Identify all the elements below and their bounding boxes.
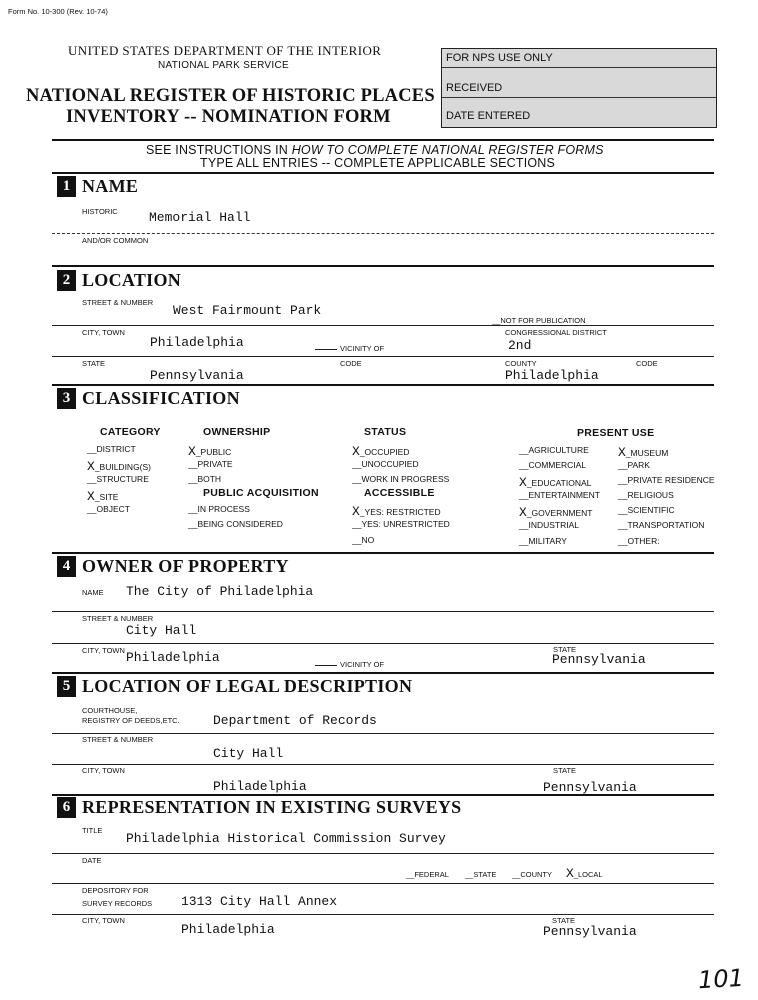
state-label: STATE bbox=[82, 359, 106, 368]
form-title-line1: NATIONAL REGISTER OF HISTORIC PLACES bbox=[26, 86, 435, 106]
category-district: __DISTRICT bbox=[87, 444, 136, 454]
survey-title-value: Philadelphia Historical Commission Survey bbox=[126, 831, 446, 846]
vicinity-label: VICINITY OF bbox=[340, 344, 385, 353]
section-number: 5 bbox=[57, 676, 76, 697]
county-label: COUNTY bbox=[505, 359, 537, 368]
status-occupied-label: _OCCUPIED bbox=[359, 447, 410, 457]
section-title: REPRESENTATION IN EXISTING SURVEYS bbox=[82, 797, 462, 817]
form-number: Form No. 10-300 (Rev. 10-74) bbox=[8, 7, 108, 16]
use-educational-label: _EDUCATIONAL bbox=[526, 478, 592, 488]
use-transportation: __TRANSPORTATION bbox=[618, 520, 705, 530]
check-mark: X bbox=[352, 504, 360, 519]
check-mark: X bbox=[188, 444, 196, 459]
use-religious: __RELIGIOUS bbox=[618, 490, 674, 500]
check-mark: X bbox=[87, 459, 95, 474]
state-value: Pennsylvania bbox=[150, 368, 244, 383]
category-site bbox=[87, 489, 118, 504]
use-private-residence: __PRIVATE RESIDENCE bbox=[618, 475, 715, 485]
depository-label-2: SURVEY RECORDS bbox=[82, 899, 153, 908]
check-mark: X bbox=[519, 475, 527, 490]
survey-date-label: DATE bbox=[82, 856, 102, 865]
present-use-head: PRESENT USE bbox=[577, 427, 655, 439]
depository-label-1: DEPOSITORY FOR bbox=[82, 886, 149, 895]
accessible-head: ACCESSIBLE bbox=[364, 487, 435, 499]
survey-local-label: _LOCAL bbox=[573, 870, 603, 879]
status-occupied bbox=[352, 444, 409, 459]
page-number: 101 bbox=[697, 963, 745, 995]
instructions-line1 bbox=[146, 143, 604, 157]
category-buildings-label: _BUILDING(S) bbox=[94, 462, 152, 472]
section-number: 2 bbox=[57, 270, 76, 291]
city-value: Philadelphia bbox=[150, 335, 244, 350]
section-title: OWNER OF PROPERTY bbox=[82, 556, 289, 576]
owner-state-label: STATE bbox=[553, 645, 577, 654]
check-mark: X bbox=[87, 489, 95, 504]
check-mark: X bbox=[352, 444, 360, 459]
accessible-restricted-label: _YES: RESTRICTED bbox=[359, 507, 441, 517]
section-title: NAME bbox=[82, 176, 139, 196]
section-number: 3 bbox=[57, 388, 76, 409]
instructions-italic: HOW TO COMPLETE NATIONAL REGISTER FORMS bbox=[291, 143, 604, 157]
use-entertainment: __ENTERTAINMENT bbox=[519, 490, 600, 500]
courthouse-label-1: COURTHOUSE, bbox=[82, 706, 138, 715]
category-head: CATEGORY bbox=[100, 426, 161, 438]
street-label: STREET & NUMBER bbox=[82, 298, 154, 307]
section-number: 4 bbox=[57, 556, 76, 577]
use-military: __MILITARY bbox=[519, 536, 567, 546]
survey-state: __STATE bbox=[465, 870, 497, 879]
acquisition-considered: __BEING CONSIDERED bbox=[188, 519, 283, 529]
survey-state-value: Pennsylvania bbox=[543, 924, 637, 939]
owner-city-value: Philadelphia bbox=[126, 650, 220, 665]
common-label: AND/OR COMMON bbox=[82, 236, 149, 245]
use-industrial: __INDUSTRIAL bbox=[519, 520, 579, 530]
status-work-in-progress: __WORK IN PROGRESS bbox=[352, 474, 450, 484]
owner-street-label: STREET & NUMBER bbox=[82, 614, 154, 623]
survey-title-label: TITLE bbox=[82, 826, 103, 835]
historic-value: Memorial Hall bbox=[149, 210, 251, 225]
ownership-public bbox=[188, 444, 231, 459]
survey-state-label: STATE bbox=[552, 916, 576, 925]
ownership-public-label: _PUBLIC bbox=[195, 447, 232, 457]
owner-city-label: CITY, TOWN bbox=[82, 646, 125, 655]
legal-street-label: STREET & NUMBER bbox=[82, 735, 154, 744]
use-museum bbox=[618, 445, 668, 460]
survey-city-label: CITY, TOWN bbox=[82, 916, 125, 925]
accessible-restricted bbox=[352, 504, 441, 519]
section-number: 6 bbox=[57, 797, 76, 818]
code-label: CODE bbox=[340, 359, 362, 368]
use-other: __OTHER: bbox=[618, 536, 660, 546]
legal-street-value: City Hall bbox=[213, 746, 284, 761]
historic-label: HISTORIC bbox=[82, 207, 118, 216]
instructions-line2: TYPE ALL ENTRIES -- COMPLETE APPLICABLE SECTIONS bbox=[200, 156, 556, 170]
use-commercial: __COMMERCIAL bbox=[519, 460, 587, 470]
use-government bbox=[519, 505, 592, 520]
courthouse-value: Department of Records bbox=[213, 713, 377, 728]
form-title-line2: INVENTORY -- NOMINATION FORM bbox=[66, 107, 391, 127]
survey-local bbox=[566, 866, 603, 881]
depository-value: 1313 City Hall Annex bbox=[181, 894, 338, 909]
instructions-prefix: SEE INSTRUCTIONS IN bbox=[146, 143, 292, 157]
acquisition-in-process: __IN PROCESS bbox=[188, 504, 250, 514]
survey-county: __COUNTY bbox=[512, 870, 553, 879]
acquisition-head: PUBLIC ACQUISITION bbox=[203, 487, 319, 499]
accessible-no: __NO bbox=[352, 535, 375, 545]
district-label: CONGRESSIONAL DISTRICT bbox=[505, 328, 607, 337]
use-museum-label: _MUSEUM bbox=[625, 448, 669, 458]
ownership-both: __BOTH bbox=[188, 474, 222, 484]
district-value: 2nd bbox=[508, 338, 532, 353]
owner-vicinity-label: VICINITY OF bbox=[340, 660, 385, 669]
street-value: West Fairmount Park bbox=[173, 303, 322, 318]
status-head: STATUS bbox=[364, 426, 407, 438]
owner-name-value: The City of Philadelphia bbox=[126, 584, 314, 599]
nps-date-entered: DATE ENTERED bbox=[446, 110, 531, 122]
county-value: Philadelphia bbox=[505, 368, 599, 383]
category-structure: __STRUCTURE bbox=[87, 474, 149, 484]
legal-state-label: STATE bbox=[553, 766, 577, 775]
service: NATIONAL PARK SERVICE bbox=[158, 60, 289, 71]
check-mark: X bbox=[566, 866, 574, 881]
use-agriculture: __AGRICULTURE bbox=[519, 445, 589, 455]
nps-use-only: FOR NPS USE ONLY bbox=[446, 52, 553, 64]
check-mark: X bbox=[618, 445, 626, 460]
owner-state-value: Pennsylvania bbox=[552, 652, 646, 667]
status-unoccupied: __UNOCCUPIED bbox=[352, 459, 419, 469]
survey-city-value: Philadelphia bbox=[181, 922, 275, 937]
use-educational bbox=[519, 475, 591, 490]
owner-name-label: NAME bbox=[82, 588, 104, 597]
ownership-head: OWNERSHIP bbox=[203, 426, 271, 438]
owner-street-value: City Hall bbox=[126, 623, 197, 638]
legal-state-value: Pennsylvania bbox=[543, 780, 637, 795]
use-government-label: _GOVERNMENT bbox=[526, 508, 593, 518]
nps-use-box bbox=[441, 48, 717, 128]
legal-city-label: CITY, TOWN bbox=[82, 766, 125, 775]
legal-city-value: Philadelphia bbox=[213, 779, 307, 794]
courthouse-label-2: REGISTRY OF DEEDS,ETC. bbox=[82, 716, 180, 725]
use-scientific: __SCIENTIFIC bbox=[618, 505, 675, 515]
city-label: CITY, TOWN bbox=[82, 328, 125, 337]
category-buildings bbox=[87, 459, 151, 474]
department: UNITED STATES DEPARTMENT OF THE INTERIOR bbox=[68, 43, 382, 58]
section-title: CLASSIFICATION bbox=[82, 388, 240, 408]
survey-federal: __FEDERAL bbox=[406, 870, 449, 879]
nps-received: RECEIVED bbox=[446, 82, 503, 94]
section-number: 1 bbox=[57, 176, 76, 197]
section-title: LOCATION OF LEGAL DESCRIPTION bbox=[82, 676, 413, 696]
ownership-private: __PRIVATE bbox=[188, 459, 233, 469]
category-site-label: _SITE bbox=[94, 492, 119, 502]
use-park: __PARK bbox=[618, 460, 650, 470]
section-title: LOCATION bbox=[82, 270, 182, 290]
county-code-label: CODE bbox=[636, 359, 658, 368]
category-object: __OBJECT bbox=[87, 504, 130, 514]
accessible-unrestricted: __YES: UNRESTRICTED bbox=[352, 519, 450, 529]
check-mark: X bbox=[519, 505, 527, 520]
not-for-publication: __NOT FOR PUBLICATION bbox=[492, 316, 586, 325]
